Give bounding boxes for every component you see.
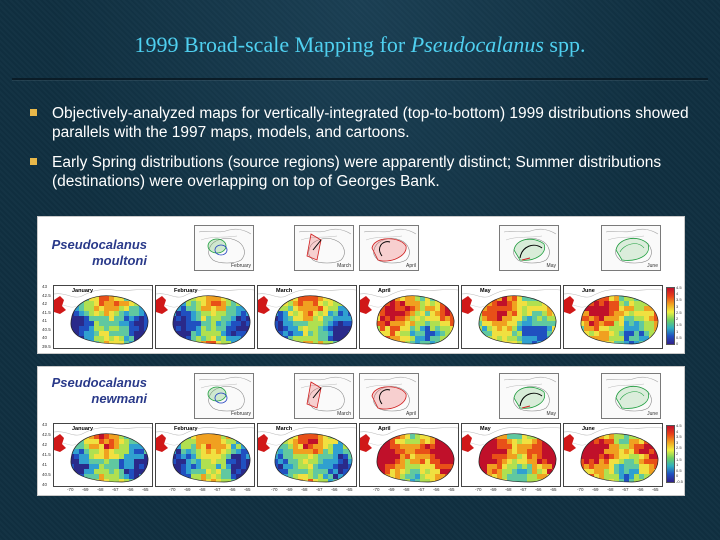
y-axis-tick: 41.5 [42,309,51,315]
y-axis-tick: 41 [42,462,48,467]
abundance-map [53,423,153,487]
x-axis-tick: -66 [127,487,134,492]
x-axis-tick: -67 [112,487,119,492]
abundance-map [155,285,255,349]
title-divider [12,78,708,80]
x-axis-tick: -70 [373,487,380,492]
map-month-label: March [276,426,293,432]
species-label: Pseudocalanus newmani [51,375,147,406]
map-month-label: April [378,426,391,432]
x-axis-tick: -67 [622,487,629,492]
colorbar-tick: 0 [676,473,679,479]
y-axis-tick: 43 [42,422,48,427]
colorbar-tick: 0.5 [676,467,682,473]
slide-title: 1999 Broad-scale Mapping for Pseudocalanus spp. [134,32,586,57]
cartoon-month-label: June [647,263,658,269]
x-axis-tick: -66 [229,487,236,492]
map-month-label: February [174,426,198,432]
bullet-item: Early Spring distributions (source regions) were apparently distinct; Summer distributions (destinations) were overlapping on top of Georges Bank. [30,153,700,191]
abundance-map [359,285,459,349]
cartoon-map [359,225,419,271]
y-axis-tick: 40.5 [42,472,51,477]
cartoon-month-label: June [647,411,658,417]
cartoon-map [601,373,661,419]
x-axis-tick: -65 [652,487,659,492]
colorbar-tick: 3 [676,303,679,309]
abundance-map [257,423,357,487]
figure-panel-moultoni [37,216,685,354]
cartoon-month-label: May [546,263,556,269]
cartoon-map [499,373,559,419]
x-axis-tick: -68 [403,487,410,492]
cartoon-map [294,225,354,271]
y-axis-tick: 43 [42,284,48,289]
x-axis-tick: -70 [475,487,482,492]
x-axis-tick: -70 [271,487,278,492]
map-month-label: June [582,288,595,294]
x-axis-tick: -68 [199,487,206,492]
x-axis-tick: -69 [286,487,293,492]
cartoon-month-label: April [405,263,416,269]
bullet-list [30,104,700,202]
x-axis-tick: -65 [346,487,353,492]
colorbar-tick: 1.5 [676,322,682,328]
cartoon-map [194,225,254,271]
colorbar-tick: 2.5 [676,445,682,451]
x-axis-tick: -67 [214,487,221,492]
map-month-label: May [480,288,491,294]
x-axis-tick: -65 [142,487,149,492]
abundance-map [563,285,663,349]
x-axis-tick: -69 [82,487,89,492]
x-axis-tick: -68 [607,487,614,492]
y-axis-tick: 41 [42,318,48,324]
x-axis-tick: -66 [331,487,338,492]
bullet-square-icon [30,158,37,165]
colorbar [666,425,675,483]
cartoon-month-label: March [337,263,351,269]
abundance-map [53,285,153,349]
map-month-label: February [174,288,198,294]
cartoon-map [294,373,354,419]
colorbar-tick: -0.5 [676,479,683,484]
y-axis-tick: 41.5 [42,452,51,457]
species-label: Pseudocalanus moultoni [51,237,147,268]
colorbar-tick: 1.5 [676,456,682,462]
bullet-item: Objectively-analyzed maps for vertically-integrated (top-to-bottom) 1999 distributions showed parallels with the 1997 maps, models, and cartoons. [30,104,700,142]
map-month-label: April [378,288,391,294]
map-month-label: January [72,426,94,432]
map-month-label: January [72,288,94,294]
y-axis-tick: 42 [42,301,48,307]
x-axis-tick: -70 [577,487,584,492]
y-axis-tick: 40 [42,482,48,487]
x-axis-tick: -67 [520,487,527,492]
y-axis-tick: 40.5 [42,326,51,332]
abundance-map [461,285,561,349]
x-axis-tick: -68 [301,487,308,492]
colorbar-tick: 0.5 [676,334,682,340]
cartoon-map [359,373,419,419]
x-axis-tick: -65 [550,487,557,492]
colorbar-tick: 3.5 [676,434,682,440]
abundance-map [563,423,663,487]
colorbar-tick: 2 [676,316,679,322]
x-axis-tick: -69 [184,487,191,492]
colorbar-tick: 4.5 [676,285,682,290]
cartoon-month-label: February [230,411,251,417]
abundance-map [155,423,255,487]
colorbar-tick: 2.5 [676,309,682,315]
map-month-label: May [480,426,491,432]
colorbar-tick: 2 [676,451,679,456]
x-axis-tick: -70 [67,487,74,492]
y-axis-tick: 42.5 [42,292,51,298]
colorbar-tick: 4.5 [676,423,682,428]
x-axis-tick: -66 [637,487,644,492]
x-axis-tick: -68 [505,487,512,492]
cartoon-map [194,373,254,419]
x-axis-tick: -67 [418,487,425,492]
colorbar-tick: 1 [676,328,679,334]
colorbar-tick: 4 [676,428,679,434]
cartoon-month-label: March [337,411,351,417]
figure-panel-newmani [37,366,685,496]
colorbar [666,287,675,345]
y-axis-tick: 42.5 [42,432,51,437]
cartoon-map [499,225,559,271]
abundance-map [359,423,459,487]
x-axis-tick: -69 [592,487,599,492]
colorbar-tick: 0 [676,341,679,346]
x-axis-tick: -69 [388,487,395,492]
x-axis-tick: -66 [535,487,542,492]
abundance-map [461,423,561,487]
y-axis-tick: 42 [42,442,48,447]
abundance-map [257,285,357,349]
cartoon-month-label: February [230,263,251,269]
y-axis-tick: 40 [42,335,48,341]
y-axis-tick: 39.5 [42,344,51,349]
colorbar-tick: 4 [676,291,679,297]
cartoon-map [601,225,661,271]
colorbar-tick: 3 [676,439,679,445]
map-month-label: June [582,426,595,432]
colorbar-tick: 1 [676,462,679,468]
x-axis-tick: -68 [97,487,104,492]
x-axis-tick: -67 [316,487,323,492]
bullet-square-icon [30,109,37,116]
x-axis-tick: -65 [244,487,251,492]
x-axis-tick: -70 [169,487,176,492]
x-axis-tick: -69 [490,487,497,492]
colorbar-tick: 3.5 [676,297,682,303]
cartoon-month-label: May [546,411,556,417]
cartoon-month-label: April [405,411,416,417]
x-axis-tick: -65 [448,487,455,492]
x-axis-tick: -66 [433,487,440,492]
map-month-label: March [276,288,293,294]
